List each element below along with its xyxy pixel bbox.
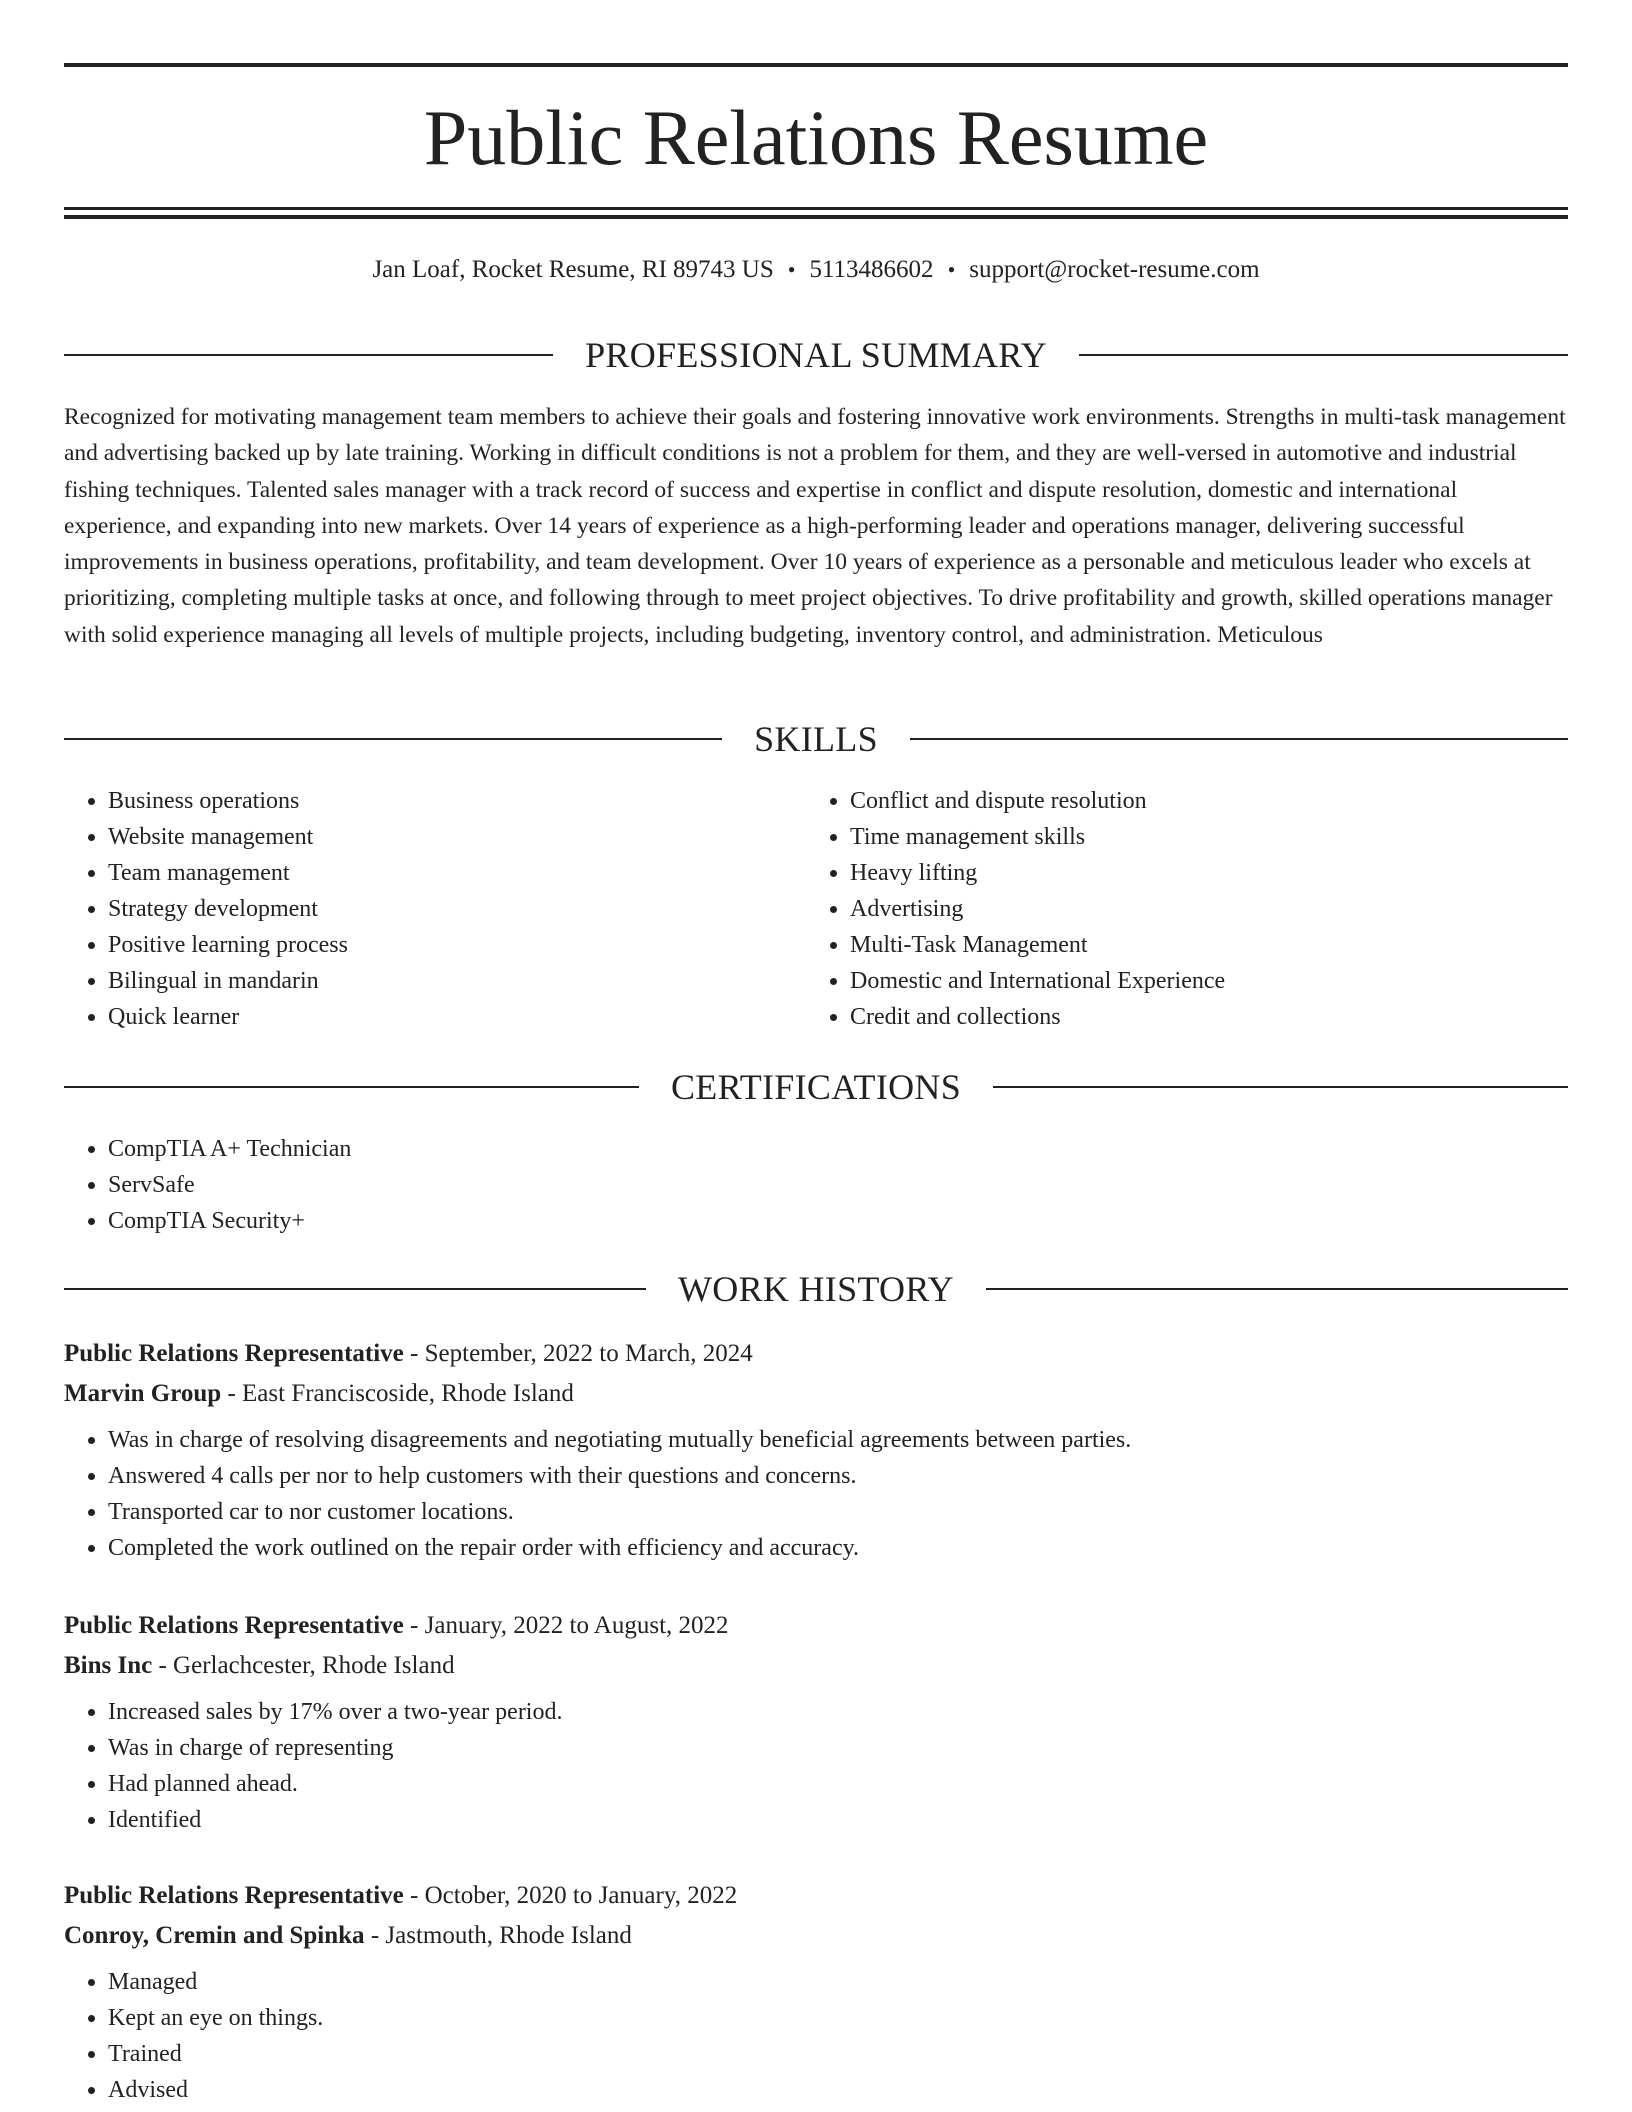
skills-right-item: • Heavy lifting xyxy=(850,855,1506,891)
skills-left-item: • Quick learner xyxy=(108,999,764,1035)
job-bullet: • Completed the work outlined on the repair order with efficiency and accuracy. xyxy=(108,1530,1568,1566)
skills-left-item: • Bilingual in mandarin xyxy=(108,963,764,999)
contact-address: Jan Loaf, Rocket Resume, RI 89743 US xyxy=(372,256,774,283)
section-rule xyxy=(64,1288,646,1290)
skills-left-item: • Business operations xyxy=(108,783,764,819)
certs-item: • CompTIA Security+ xyxy=(108,1203,1064,1239)
job-title: Public Relations Representative xyxy=(64,1612,404,1639)
job-title-line xyxy=(64,1606,1568,1646)
job-dates: - January, 2022 to August, 2022 xyxy=(403,1612,729,1639)
title-rule-upper xyxy=(64,207,1568,210)
job-location: - Jastmouth, Rhode Island xyxy=(364,1922,632,1949)
resume-title: Public Relations Resume xyxy=(423,94,1209,181)
job-bullet: • Transported car to nor customer locations. xyxy=(108,1494,1568,1530)
contact-line xyxy=(64,252,1568,288)
section-header-skills xyxy=(64,714,1568,764)
section-header-summary xyxy=(64,330,1568,380)
job-entry xyxy=(64,1334,1568,1566)
section-rule xyxy=(64,1086,639,1088)
section-rule xyxy=(910,738,1568,740)
skills-left-item: • Team management xyxy=(108,855,764,891)
job-title-line xyxy=(64,1876,1568,1916)
job-company-line xyxy=(64,1374,1568,1414)
skills-right-item: • Time management skills xyxy=(850,819,1506,855)
skills-column-right xyxy=(806,783,1506,1035)
title-rule-lower xyxy=(64,215,1568,219)
top-rule xyxy=(64,63,1568,67)
section-rule xyxy=(1079,354,1568,356)
skills-left-item: • Strategy development xyxy=(108,891,764,927)
skills-column-left xyxy=(64,783,764,1035)
job-entry xyxy=(64,1876,1568,2108)
section-header-work-history xyxy=(64,1264,1568,1314)
job-bullet: • Answered 4 calls per nor to help customers with their questions and concerns. xyxy=(108,1458,1568,1494)
job-bullets xyxy=(64,1694,1568,1838)
skills-right-item: • Conflict and dispute resolution xyxy=(850,783,1506,819)
job-bullet: • Trained xyxy=(108,2036,1568,2072)
job-location: - Gerlachcester, Rhode Island xyxy=(152,1652,455,1679)
skills-left-item: • Website management xyxy=(108,819,764,855)
contact-separator: • xyxy=(787,257,796,282)
contact-email: support@rocket-resume.com xyxy=(969,256,1260,283)
section-rule xyxy=(993,1086,1568,1088)
skills-left-item: • Positive learning process xyxy=(108,927,764,963)
job-bullet: • Was in charge of representing xyxy=(108,1730,1568,1766)
skills-list-left xyxy=(64,783,764,1035)
certifications-block xyxy=(64,1131,1064,1239)
job-title: Public Relations Representative xyxy=(64,1882,404,1909)
job-company-line xyxy=(64,1646,1568,1686)
section-rule xyxy=(64,354,553,356)
certifications-list xyxy=(64,1131,1064,1239)
certs-item: • ServSafe xyxy=(108,1167,1064,1203)
skills-right-item: • Advertising xyxy=(850,891,1506,927)
job-location: - East Franciscoside, Rhode Island xyxy=(221,1380,574,1407)
job-company-line xyxy=(64,1916,1568,1956)
job-company: Marvin Group xyxy=(64,1380,222,1407)
skills-list-right xyxy=(806,783,1506,1035)
job-bullet: • Identified xyxy=(108,1802,1568,1838)
job-bullet: • Had planned ahead. xyxy=(108,1766,1568,1802)
section-title-skills: SKILLS xyxy=(754,719,878,759)
job-bullet: • Advised xyxy=(108,2072,1568,2108)
section-title-certifications: CERTIFICATIONS xyxy=(670,1067,962,1107)
job-bullet: • Was in charge of resolving disagreements and negotiating mutually beneficial agreements between parties. xyxy=(108,1422,1568,1458)
job-bullets xyxy=(64,1422,1568,1566)
summary-text: Recognized for motivating management team members to achieve their goals and fostering innovative work environments. Strengths in multi-task management and advertising backed up by late training. Working in difficult conditions is not a problem for them, and they are well-versed in automotive and industrial fishing techniques. Talented sales manager with a track record of success and expertise in conflict and dispute resolution, domestic and international experience, and expanding into new markets. Over 14 years of experience as a high-performing leader and operations manager, delivering successful improvements in business operations, profitability, and team development. Over 10 years of experience as a personable and meticulous leader who excels at prioritizing, completing multiple tasks at once, and following through to meet project objectives. To drive profitability and growth, skilled operations manager with solid experience managing all levels of multiple projects, including budgeting, inventory control, and administration. Meticulous xyxy=(64,404,1566,648)
skills-right-item: • Domestic and International Experience xyxy=(850,963,1506,999)
contact-phone: 5113486602 xyxy=(809,256,934,283)
job-bullets xyxy=(64,1964,1568,2108)
job-bullet: • Kept an eye on things. xyxy=(108,2000,1568,2036)
job-bullet: • Increased sales by 17% over a two-year period. xyxy=(108,1694,1568,1730)
skills-right-item: • Credit and collections xyxy=(850,999,1506,1035)
job-dates: - October, 2020 to January, 2022 xyxy=(403,1882,738,1909)
section-title-work-history: WORK HISTORY xyxy=(678,1269,954,1309)
job-title-line xyxy=(64,1334,1568,1374)
skills-right-item: • Multi-Task Management xyxy=(850,927,1506,963)
section-rule xyxy=(64,738,722,740)
job-bullet: • Managed xyxy=(108,1964,1568,2000)
job-company: Bins Inc xyxy=(64,1652,153,1679)
section-rule xyxy=(986,1288,1568,1290)
job-dates: - September, 2022 to March, 2024 xyxy=(403,1340,753,1367)
contact-separator: • xyxy=(947,257,956,282)
section-header-certifications xyxy=(64,1062,1568,1112)
job-company: Conroy, Cremin and Spinka xyxy=(64,1922,365,1949)
job-entry xyxy=(64,1606,1568,1838)
job-title: Public Relations Representative xyxy=(64,1340,404,1367)
certs-item: • CompTIA A+ Technician xyxy=(108,1131,1064,1167)
section-title-summary: PROFESSIONAL SUMMARY xyxy=(585,335,1047,375)
